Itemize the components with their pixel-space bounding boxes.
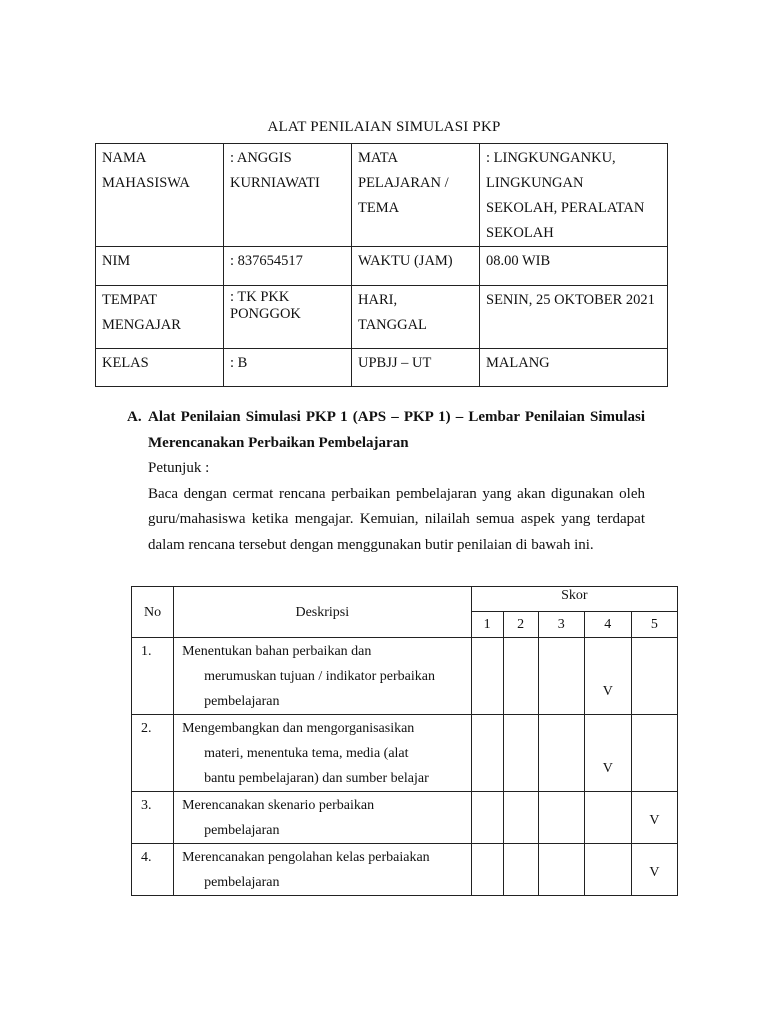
score-cell-2 bbox=[503, 715, 538, 792]
score-cell-3 bbox=[538, 715, 584, 792]
mapel-value-line: SEKOLAH bbox=[486, 225, 554, 241]
score-col-1: 1 bbox=[471, 612, 503, 638]
score-col-5: 5 bbox=[631, 612, 677, 638]
score-table-body bbox=[132, 638, 678, 896]
description-continuation-line: pembelajaran bbox=[204, 875, 280, 890]
mapel-value-line: LINGKUNGAN bbox=[486, 175, 584, 191]
score-cell-2 bbox=[503, 792, 538, 844]
kelas-value: : B bbox=[224, 349, 352, 387]
nama-label-line: MAHASISWA bbox=[102, 175, 190, 191]
mapel-label-cell bbox=[352, 144, 480, 247]
hari-label-line: TANGGAL bbox=[358, 317, 427, 333]
hari-label-cell bbox=[352, 286, 480, 349]
description-first-line: Merencanakan skenario perbaikan bbox=[182, 798, 375, 813]
header-skor: Skor bbox=[471, 587, 677, 612]
mapel-value-line: SEKOLAH, PERALATAN bbox=[486, 200, 645, 216]
row-description bbox=[174, 792, 472, 844]
section-heading-text: Alat Penilaian Simulasi PKP 1 (APS – PKP 1) – Lembar Penilaian Simulasi Merencanakan Perbaikan Pembelajaran bbox=[148, 409, 645, 451]
table-row bbox=[132, 715, 678, 792]
row-number: 3. bbox=[132, 792, 174, 844]
info-row-nama bbox=[96, 144, 668, 247]
score-checkmark: V bbox=[649, 865, 660, 880]
mapel-label-line: MATA bbox=[358, 150, 398, 166]
score-cell-4 bbox=[584, 715, 631, 792]
nama-label-cell bbox=[96, 144, 224, 247]
kelas-label: KELAS bbox=[96, 349, 224, 387]
score-cell-2 bbox=[503, 638, 538, 715]
info-row-nim bbox=[96, 247, 668, 286]
description-continuation-line: pembelajaran bbox=[204, 694, 280, 709]
table-row bbox=[132, 844, 678, 896]
score-cell-2 bbox=[503, 844, 538, 896]
nama-label-line: NAMA bbox=[102, 150, 147, 166]
score-col-4: 4 bbox=[584, 612, 631, 638]
tempat-value-line: : TK PKK bbox=[230, 289, 290, 305]
tempat-label-cell bbox=[96, 286, 224, 349]
description-first-line: Merencanakan pengolahan kelas perbaiakan bbox=[182, 850, 430, 865]
mapel-value-cell bbox=[480, 144, 668, 247]
waktu-value: 08.00 WIB bbox=[480, 247, 668, 286]
row-description bbox=[174, 715, 472, 792]
score-checkmark: V bbox=[602, 761, 613, 776]
upbjj-value: MALANG bbox=[480, 349, 668, 387]
score-table bbox=[131, 586, 678, 896]
description-continuation-line: pembelajaran bbox=[204, 823, 280, 838]
score-cell-1 bbox=[471, 715, 503, 792]
description-continuation-line: bantu pembelajaran) dan sumber belajar bbox=[204, 771, 429, 786]
tempat-value-line: PONGGOK bbox=[230, 306, 301, 322]
tempat-label-line: MENGAJAR bbox=[102, 317, 181, 333]
row-description bbox=[174, 844, 472, 896]
row-number: 1. bbox=[132, 638, 174, 715]
header-deskripsi: Deskripsi bbox=[174, 587, 472, 638]
waktu-label: WAKTU (JAM) bbox=[352, 247, 480, 286]
document-title: ALAT PENILAIAN SIMULASI PKP bbox=[267, 119, 501, 135]
hari-label-line: HARI, bbox=[358, 292, 398, 308]
nim-value: : 837654517 bbox=[224, 247, 352, 286]
student-info-table bbox=[95, 143, 668, 387]
score-col-2: 2 bbox=[503, 612, 538, 638]
row-number: 4. bbox=[132, 844, 174, 896]
tempat-label-line: TEMPAT bbox=[102, 292, 158, 308]
description-first-line: Menentukan bahan perbaikan dan bbox=[182, 644, 372, 659]
section-letter: A. bbox=[127, 409, 142, 425]
score-cell-5 bbox=[631, 638, 677, 715]
info-row-kelas bbox=[96, 349, 668, 387]
description-continuation-line: merumuskan tujuan / indikator perbaikan bbox=[204, 669, 436, 684]
score-header-row bbox=[132, 587, 678, 612]
row-number: 2. bbox=[132, 715, 174, 792]
score-cell-4 bbox=[584, 844, 631, 896]
score-col-3: 3 bbox=[538, 612, 584, 638]
mapel-value-line: : LINGKUNGANKU, bbox=[486, 150, 616, 166]
score-cell-5 bbox=[631, 844, 677, 896]
score-cell-3 bbox=[538, 792, 584, 844]
nama-value-cell bbox=[224, 144, 352, 247]
score-checkmark: V bbox=[649, 813, 660, 828]
score-cell-4 bbox=[584, 792, 631, 844]
nim-label: NIM bbox=[96, 247, 224, 286]
score-cell-3 bbox=[538, 638, 584, 715]
header-no: No bbox=[132, 587, 174, 638]
mapel-label-line: TEMA bbox=[358, 200, 400, 216]
instruction-text: Baca dengan cermat rencana perbaikan pembelajaran yang akan digunakan oleh guru/mahasiswa ketika mengajar. Kemuian, nilailah semua aspek yang terdapat dalam rencana tersebut dengan menggunakan butir penilaian di bawah ini. bbox=[148, 485, 645, 553]
score-cell-3 bbox=[538, 844, 584, 896]
score-cell-4 bbox=[584, 638, 631, 715]
score-cell-1 bbox=[471, 844, 503, 896]
score-cell-5 bbox=[631, 792, 677, 844]
score-cell-1 bbox=[471, 792, 503, 844]
table-row bbox=[132, 638, 678, 715]
description-continuation-line: materi, menentuka tema, media (alat bbox=[204, 746, 409, 761]
score-checkmark: V bbox=[602, 684, 613, 699]
upbjj-label: UPBJJ – UT bbox=[352, 349, 480, 387]
description-first-line: Mengembangkan dan mengorganisasikan bbox=[182, 721, 415, 736]
mapel-label-line: PELAJARAN / bbox=[358, 175, 449, 191]
section-a bbox=[127, 405, 645, 558]
section-a-heading bbox=[127, 405, 645, 456]
nama-value-line: : ANGGIS bbox=[230, 150, 292, 166]
row-description bbox=[174, 638, 472, 715]
info-row-tempat bbox=[96, 286, 668, 349]
score-cell-1 bbox=[471, 638, 503, 715]
hari-value: SENIN, 25 OKTOBER 2021 bbox=[480, 286, 668, 349]
nama-value-line: KURNIAWATI bbox=[230, 175, 320, 191]
table-row bbox=[132, 792, 678, 844]
tempat-value-cell bbox=[224, 286, 352, 349]
score-cell-5 bbox=[631, 715, 677, 792]
instruction-label: Petunjuk : bbox=[148, 460, 210, 476]
